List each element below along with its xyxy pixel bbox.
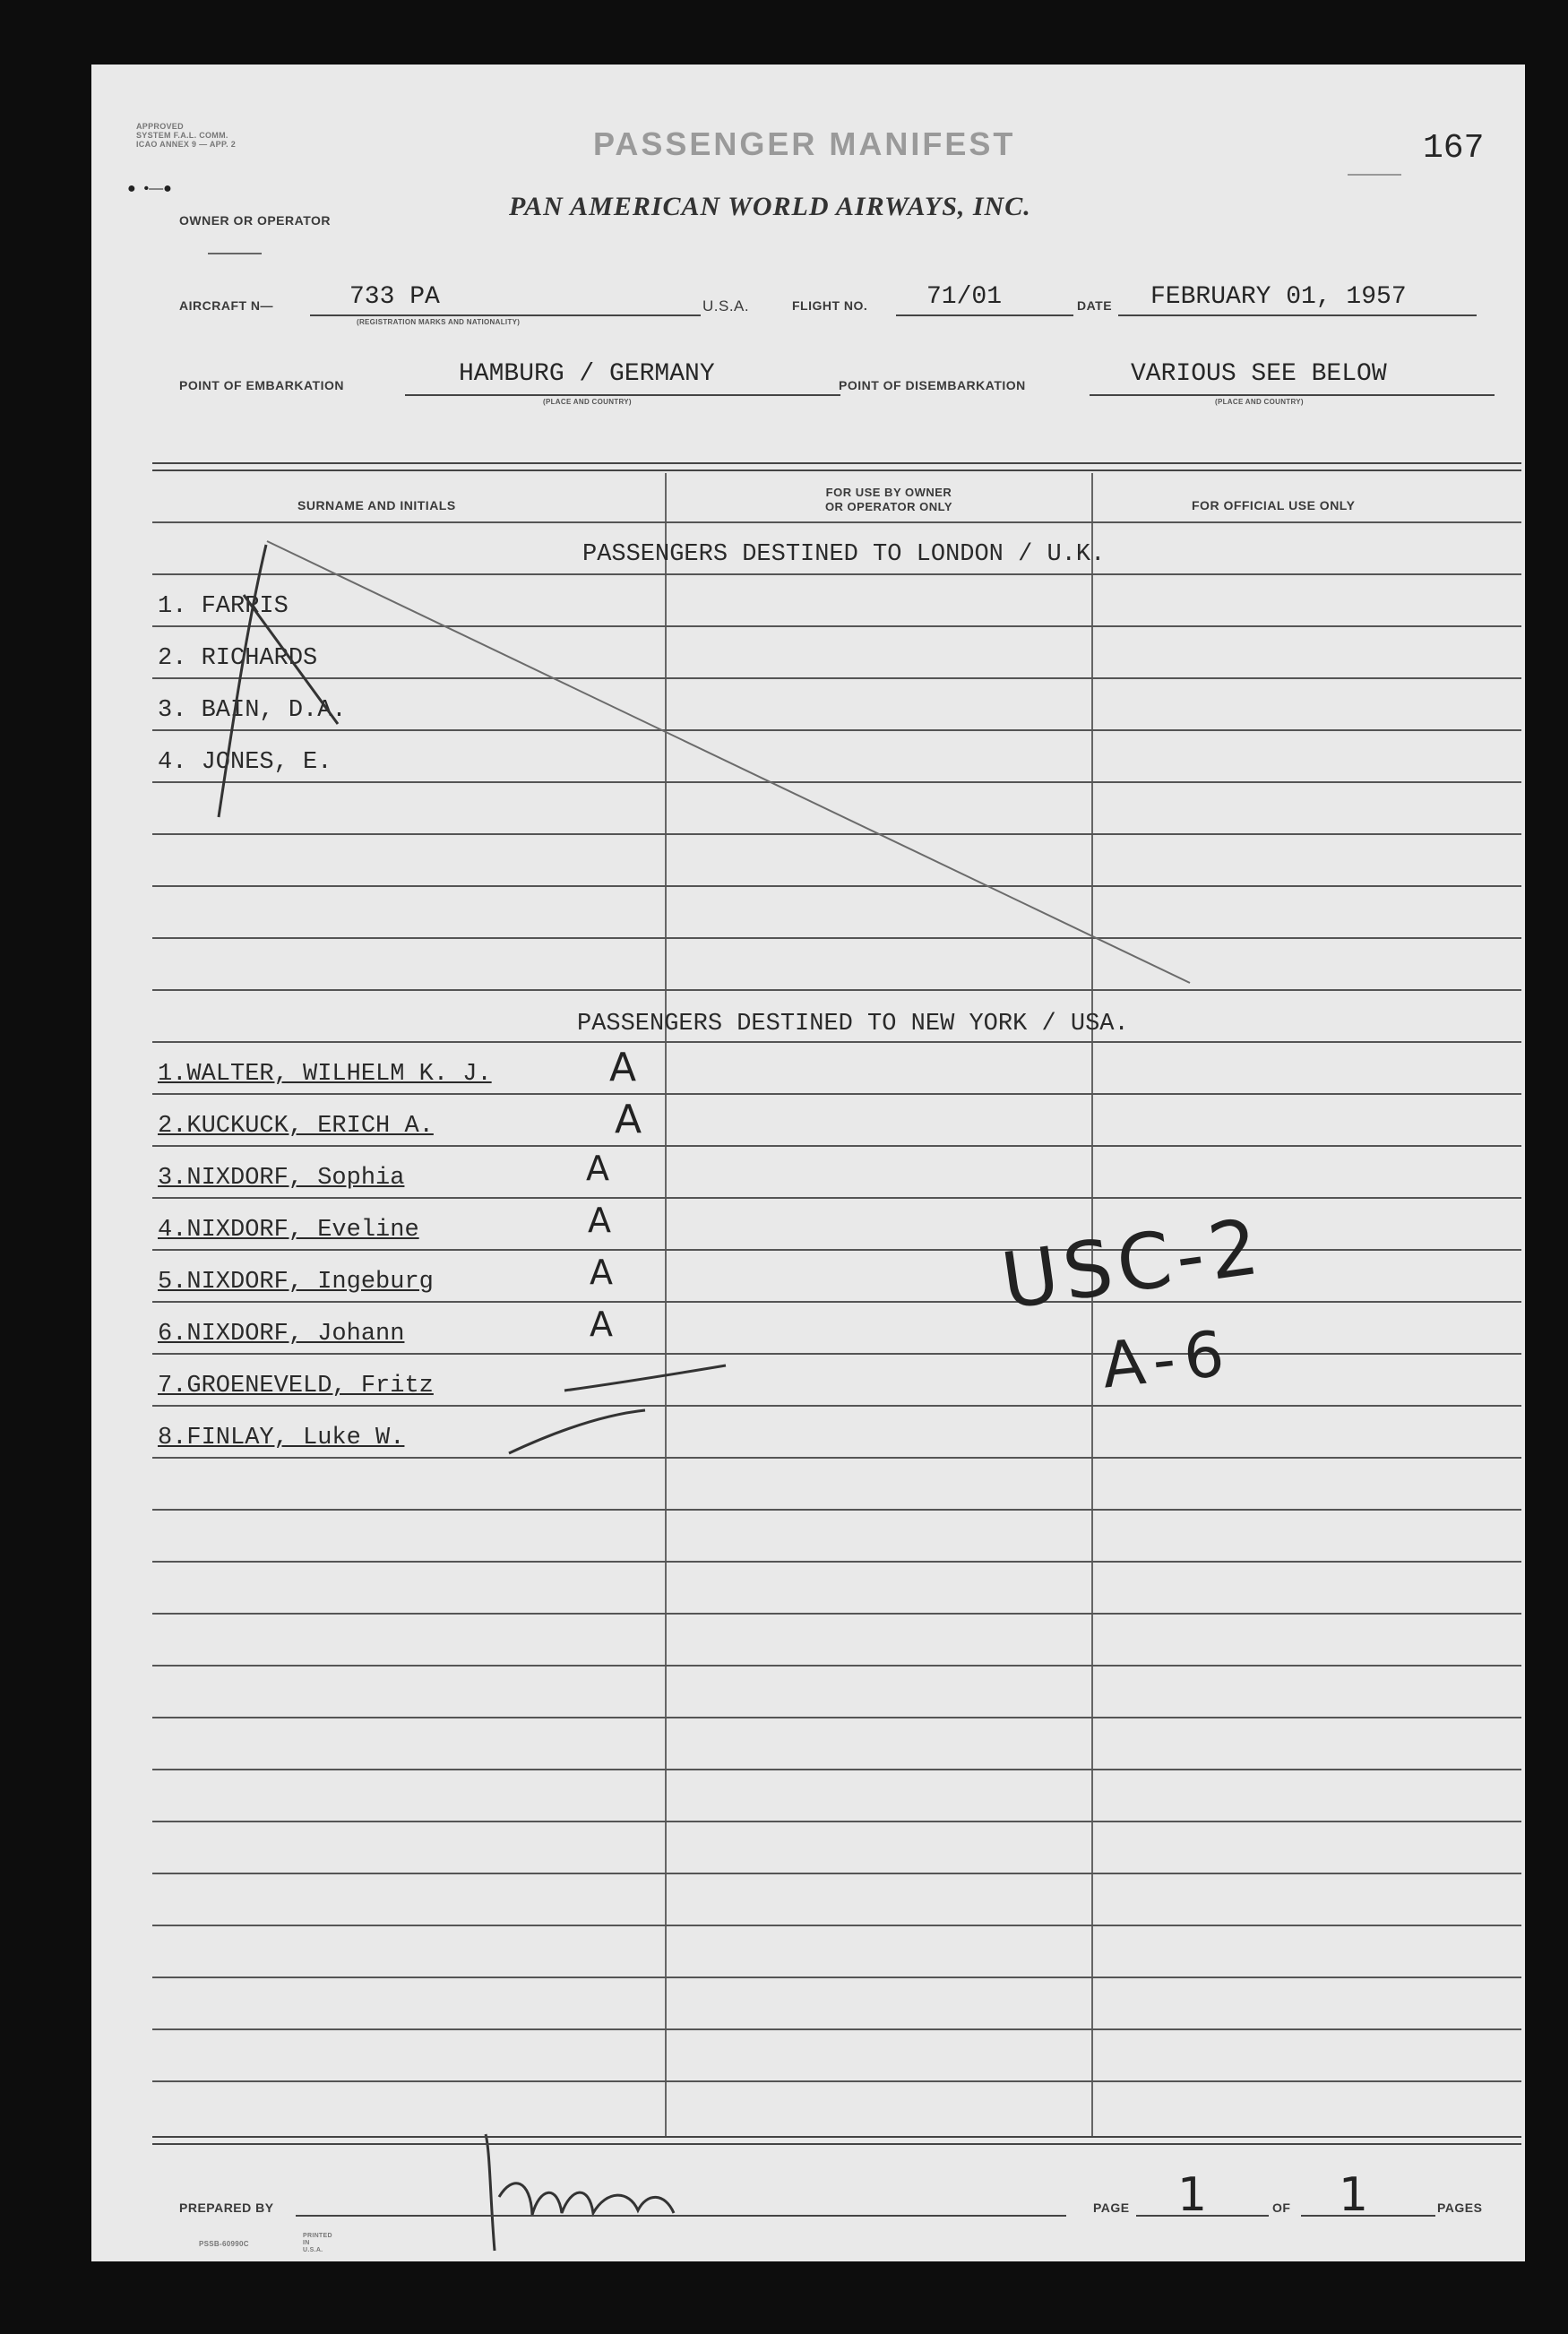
operator-label: OWNER OR OPERATOR <box>179 213 331 228</box>
dash-stroke <box>564 1365 726 1391</box>
handwritten-mark: A <box>590 1305 613 1344</box>
row-rule <box>152 1093 1521 1095</box>
handwritten-mark: A <box>586 1149 609 1188</box>
passenger-row: 4.NIXDORF, Eveline <box>158 1217 419 1244</box>
operator-underline <box>208 253 262 254</box>
approval-line: SYSTEM F.A.L. COMM. <box>136 131 228 140</box>
flight-label: FLIGHT NO. <box>792 298 868 313</box>
col-owner-header <box>781 486 996 514</box>
embarkation-value: HAMBURG / GERMANY <box>459 360 715 388</box>
table-top-rule <box>152 462 1521 471</box>
row-rule <box>152 989 1521 991</box>
section-heading-newyork: PASSENGERS DESTINED TO NEW YORK / USA. <box>577 1011 1129 1038</box>
form-code: PSSB-60990C <box>199 2240 249 2248</box>
column-divider <box>665 473 667 2138</box>
handwritten-mark: A <box>615 1097 642 1142</box>
row-rule <box>152 729 1521 731</box>
aircraft-label: AIRCRAFT N— <box>179 298 274 313</box>
row-rule <box>152 1353 1521 1355</box>
row-rule <box>152 677 1521 679</box>
embarkation-underline <box>405 394 840 396</box>
page-number: 167 <box>1423 129 1485 168</box>
row-rule <box>152 937 1521 939</box>
date-label: DATE <box>1077 298 1113 313</box>
row-rule <box>152 833 1521 835</box>
of-value: 1 <box>1339 2168 1369 2222</box>
row-rule <box>152 521 1521 523</box>
signature-stroke <box>486 2134 495 2251</box>
prepared-underline <box>296 2215 1066 2217</box>
approval-line: APPROVED <box>136 122 184 131</box>
dash-stroke <box>509 1410 645 1453</box>
aircraft-underline <box>310 314 701 316</box>
passenger-row: 2.KUCKUCK, ERICH A. <box>158 1113 434 1140</box>
embarkation-label: POINT OF EMBARKATION <box>179 378 344 392</box>
official-annotation: USC-2 <box>996 1201 1270 1328</box>
disembarkation-sub: (PLACE AND COUNTRY) <box>1215 398 1304 406</box>
row-rule <box>152 1509 1521 1511</box>
passenger-row: 5.NIXDORF, Ingeburg <box>158 1269 434 1296</box>
passenger-row: 8.FINLAY, Luke W. <box>158 1425 405 1451</box>
row-rule <box>152 625 1521 627</box>
of-label: OF <box>1272 2201 1291 2215</box>
page-label: PAGE <box>1093 2201 1130 2215</box>
aircraft-value: 733 PA <box>349 283 440 311</box>
flight-date: FEBRUARY 01, 1957 <box>1150 283 1407 311</box>
passenger-row: 2. RICHARDS <box>158 645 318 672</box>
embarkation-sub: (PLACE AND COUNTRY) <box>543 398 632 406</box>
row-rule <box>152 1145 1521 1147</box>
row-rule <box>152 1769 1521 1770</box>
signature-stroke <box>499 2183 674 2215</box>
row-rule <box>152 1977 1521 1978</box>
row-rule <box>152 2028 1521 2030</box>
col-owner-line: FOR USE BY OWNER <box>825 486 952 499</box>
passenger-row: 6.NIXDORF, Johann <box>158 1321 405 1348</box>
disembarkation-label: POINT OF DISEMBARKATION <box>839 378 1026 392</box>
approval-line: ICAO ANNEX 9 — APP. 2 <box>136 140 236 149</box>
row-rule <box>152 1301 1521 1303</box>
row-rule <box>152 573 1521 575</box>
row-rule <box>152 1197 1521 1199</box>
passenger-row: 7.GROENEVELD, Fritz <box>158 1373 434 1400</box>
row-rule <box>152 1405 1521 1407</box>
passenger-row: 1. FARRIS <box>158 593 289 620</box>
col-surname-header: SURNAME AND INITIALS <box>297 498 456 512</box>
pages-label: PAGES <box>1437 2201 1483 2215</box>
row-rule <box>152 1249 1521 1251</box>
row-rule <box>152 1821 1521 1822</box>
printed-mark: PRINTED IN U.S.A. <box>303 2233 332 2253</box>
form-title: PASSENGER MANIFEST <box>593 125 1016 162</box>
col-owner-line: OR OPERATOR ONLY <box>824 500 953 513</box>
handwritten-mark: A <box>588 1201 611 1240</box>
official-annotation: A-6 <box>1098 1315 1236 1403</box>
date-underline <box>1118 314 1477 316</box>
bracket-stroke <box>219 545 266 817</box>
page-number-tick <box>1348 174 1401 176</box>
manifest-sheet <box>91 65 1525 2261</box>
page-value: 1 <box>1177 2168 1208 2222</box>
stamp-dots: ● •—● <box>127 181 172 196</box>
table-bottom-rule <box>152 2136 1521 2145</box>
row-rule <box>152 2080 1521 2082</box>
handwritten-mark: A <box>609 1045 637 1090</box>
passenger-row: 1.WALTER, WILHELM K. J. <box>158 1061 492 1088</box>
disembarkation-underline <box>1090 394 1495 396</box>
row-rule <box>152 781 1521 783</box>
row-rule <box>152 1665 1521 1667</box>
usa-label: U.S.A. <box>702 297 750 314</box>
disembarkation-value: VARIOUS SEE BELOW <box>1131 360 1387 388</box>
row-rule <box>152 1717 1521 1718</box>
approval-stamp <box>136 122 236 149</box>
row-rule <box>152 1041 1521 1043</box>
aircraft-sub: (REGISTRATION MARKS AND NATIONALITY) <box>357 318 521 326</box>
row-rule <box>152 1561 1521 1563</box>
row-rule <box>152 1457 1521 1459</box>
handwritten-mark: A <box>590 1253 613 1292</box>
row-rule <box>152 885 1521 887</box>
passenger-row: 3.NIXDORF, Sophia <box>158 1165 405 1192</box>
passenger-row: 3. BAIN, D.A. <box>158 697 347 724</box>
strike-line <box>267 541 1190 983</box>
row-rule <box>152 1925 1521 1926</box>
prepared-label: PREPARED BY <box>179 2201 274 2215</box>
row-rule <box>152 1613 1521 1615</box>
passenger-row: 4. JONES, E. <box>158 749 332 776</box>
section-heading-london: PASSENGERS DESTINED TO LONDON / U.K. <box>582 541 1106 568</box>
row-rule <box>152 1873 1521 1874</box>
operator-name: PAN AMERICAN WORLD AIRWAYS, INC. <box>509 192 1031 221</box>
flight-underline <box>896 314 1073 316</box>
flight-number: 71/01 <box>926 283 1003 311</box>
col-official-header: FOR OFFICIAL USE ONLY <box>1192 498 1356 512</box>
